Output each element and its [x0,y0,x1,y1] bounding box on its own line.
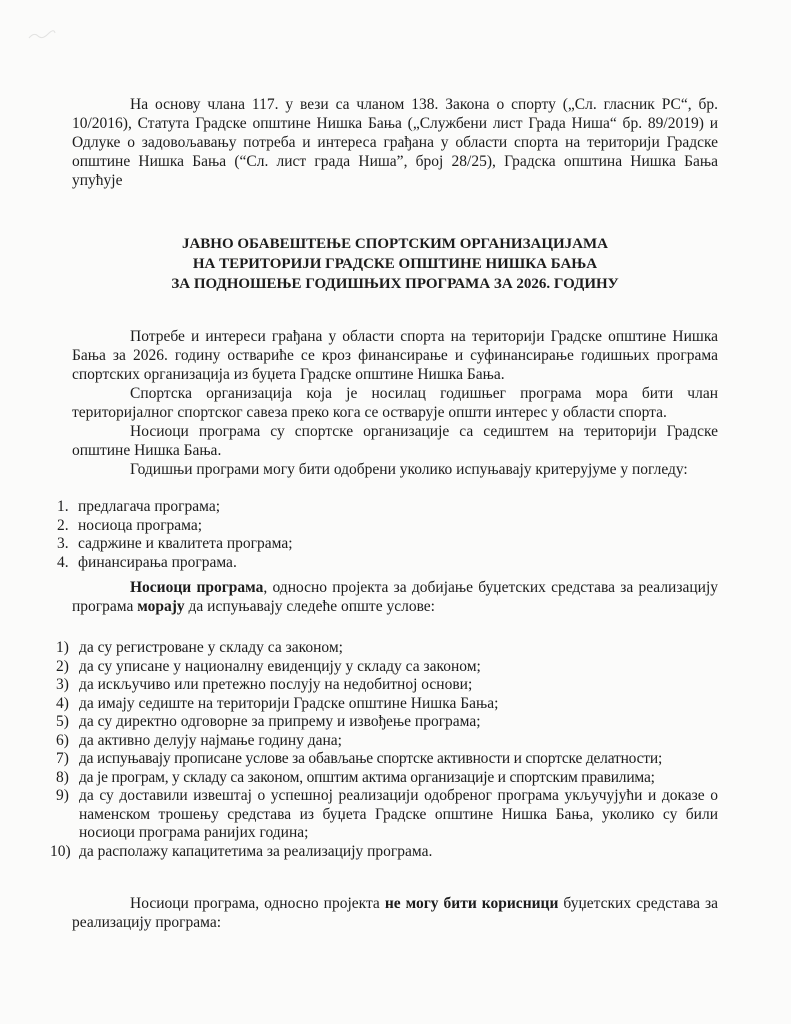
list-item [57,498,697,517]
list-item [56,695,718,714]
list-item-text: да је програм, у складу са законом, општим актима организације и спортским правилима; [79,768,655,786]
list-item [56,676,718,695]
list-item-number: 8) [56,768,69,786]
paragraph-membership: Спортска организација која је носилац годишњег програма мора бити члан територијалног спортског савеза преко кога се остварује општи интерес у области спорта. [72,385,718,421]
intro-paragraph: На основу члана 117. у вези са чланом 138. Закона о спорту („Сл. гласник РС“, бр. 10/2016), Статута Градске општине Нишка Бања („Службени лист Града Ниша“ бр. 89/2019) и Одлуке о задовољавању потреба и интереса грађана у области спорта на територији Градске општине Нишка Бања (“Сл. лист града Ниша”, број 28/25), Градска општина Нишка Бања упућује [72,96,718,189]
title-line-3: ЗА ПОДНОШЕЊЕ ГОДИШЊИХ ПРОГРАМА ЗА 2026. ГОДИНУ [171,276,619,292]
list-item-text: садржине и квалитета програма; [78,535,293,552]
list-item-text: да испуњавају прописане услове за обављање спортске активности и спортске делатности; [79,750,663,767]
title-line-2: НА ТЕРИТОРИЈИ ГРАДСКЕ ОПШТИНЕ НИШКА БАЊА [192,256,598,272]
list-item [57,535,697,554]
list-item [56,787,718,843]
list-item-text: да су директно одговорне за припрему и извођење програма; [79,713,481,730]
paragraph-holders: Носиоци програма су спортске организације са седиштем на територији Градске општине Нишка Бања. [72,423,718,459]
list-item-number: 9) [56,787,69,804]
list-item-text: финансирања програма. [78,553,237,571]
list-item-text: да искључиво или претежно послују на недобитној основи; [79,676,473,693]
conditions-intro-text-1: , односно пројекта за добијање буџетских средстава за реализацију програма [72,579,719,615]
list-item [56,750,718,769]
list-item [56,732,718,751]
list-item-text: носиоца програма; [78,516,203,534]
list-item-number: 1) [56,639,69,656]
conditions-intro-text-2: да испуњавају следеће опште услове: [184,598,435,615]
list-item-text: предлагача програма; [78,498,221,515]
exclusion-intro-text-2: буџетских средстава за реализацију програма: [72,895,718,931]
list-item-number: 3) [56,676,69,693]
list-item-text: да су уписане у националну евиденцију у складу са законом; [79,657,481,675]
scan-artifact-mark [28,30,56,40]
list-item-text: да су регистроване у складу са законом; [79,639,343,656]
list-item [57,554,697,573]
criteria-list [57,498,697,572]
list-item-text: да имају седиште на територији Градске општине Нишка Бања; [79,694,499,712]
emphasis-must: морају [137,598,185,615]
paragraph-criteria-intro: Годишњи програми могу бити одобрени уколико испуњавају критерујуме у погледу: [130,461,688,478]
list-item [56,769,718,788]
document-title [100,234,690,294]
conditions-intro-paragraph [72,578,718,616]
title-line-1: ЈАВНО ОБАВЕШТЕЊЕ СПОРТСКИМ ОРГАНИЗАЦИЈАМА [181,236,609,252]
list-item [56,639,718,658]
list-item-text: да активно делују најмање годину дана; [79,731,342,749]
list-item [57,517,697,536]
list-item [56,658,718,677]
list-item-number: 7) [56,750,69,767]
list-item-number: 4. [57,553,69,571]
list-item-number: 10) [50,842,71,860]
list-item-number: 3. [57,535,69,552]
list-item-number: 1. [57,498,69,515]
conditions-list [50,639,718,861]
list-item-number: 6) [56,731,69,749]
list-item-text: да располажу капацитетима за реализацију програма. [79,842,433,860]
emphasis-program-holders: Носиоци програма [130,579,264,596]
emphasis-cannot-be-users: не могу бити корисници [384,895,559,912]
list-item-number: 4) [56,694,69,712]
list-item-text: да су доставили извештај о успешној реализацији одобреног програма укључујући и доказе о наменском трошењу средстава из буџета Градске општине Нишка Бања, уколико су били носиоци програма ранијих година; [79,787,718,841]
paragraph-needs: Потребе и интереси грађана у области спорта на територији Градске општине Нишка Бања за 2026. годину оствариће се кроз финансирање и суфинансирање годишњих програма спортских организација из буџета Градске општине Нишка Бања. [72,328,718,383]
list-item-number: 5) [56,713,69,730]
list-item [50,842,718,862]
list-item-number: 2. [57,516,69,534]
list-item [56,713,718,732]
exclusion-intro-text-1: Носиоци програма, односно пројекта [130,895,385,912]
list-item-number: 2) [56,657,69,675]
exclusion-intro-paragraph [72,894,718,932]
